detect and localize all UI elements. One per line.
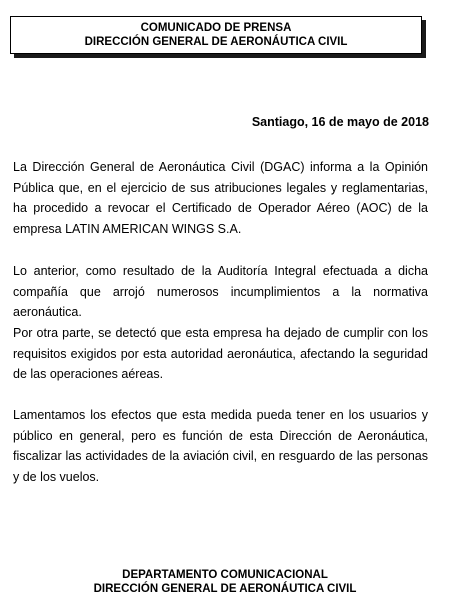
paragraph-requirements: Por otra parte, se detectó que esta empresa ha dejado de cumplir con los requisitos exigidos por esta autoridad aeronáutica, afectando la seguridad de las operaciones aéreas. xyxy=(13,326,428,381)
paragraph-announcement: La Dirección General de Aeronáutica Civil (DGAC) informa a la Opinión Pública que, en el ejercicio de sus atribuciones legales y reglamentarias, ha procedido a revocar el Certificado de Operador Aéreo (AOC) de la empresa LATIN AMERICAN WINGS S.A. xyxy=(13,160,428,236)
signature-organization: DIRECCIÓN GENERAL DE AERONÁUTICA CIVIL xyxy=(93,583,357,595)
header-title: COMUNICADO DE PRENSA xyxy=(140,22,292,34)
paragraph-closing: Lamentamos los efectos que esta medida pueda tener en los usuarios y público en general, pero es función de esta Dirección de Aeronáutica, fiscalizar las actividades de la aviación civil, en resguardo de las personas y de los vuelos. xyxy=(13,408,428,484)
press-release-header xyxy=(10,16,422,54)
paragraph-audit: Lo anterior, como resultado de la Auditoría Integral efectuada a dicha compañía que arrojó numerosos incumplimientos a la normativa aeronáutica. xyxy=(13,264,428,319)
signature-department: DEPARTAMENTO COMUNICACIONAL xyxy=(122,569,328,581)
signature-block xyxy=(0,568,450,596)
date-line: Santiago, 16 de mayo de 2018 xyxy=(251,115,429,129)
header-organization: DIRECCIÓN GENERAL DE AERONÁUTICA CIVIL xyxy=(84,36,348,48)
